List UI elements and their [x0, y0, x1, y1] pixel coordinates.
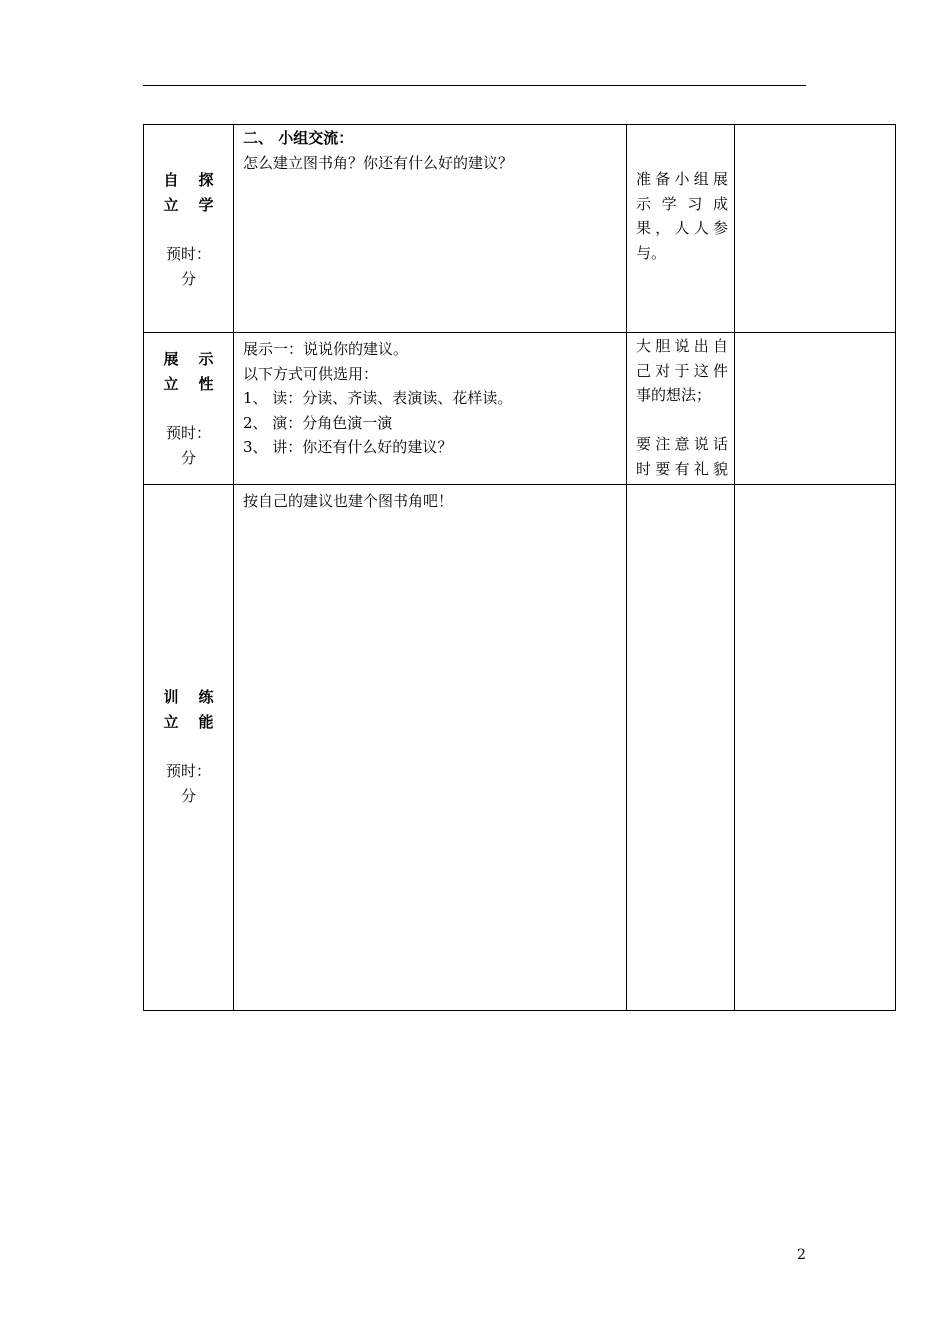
table-row-training	[144, 485, 896, 1011]
content-line: 按自己的建议也建个图书角吧！	[243, 492, 454, 510]
note-line: 示学习成	[636, 194, 728, 213]
stage-name-line2: 立 能	[163, 712, 214, 731]
note-cell	[627, 125, 735, 333]
content-cell	[234, 125, 627, 333]
note-line: 大胆说出自	[636, 337, 728, 355]
content-line: 2、 演：分角色演一演	[243, 413, 393, 432]
note-cell	[627, 333, 735, 485]
lesson-plan-table	[143, 124, 896, 1011]
blank-cell	[735, 485, 896, 1011]
blank-cell	[735, 125, 896, 333]
page-number: 2	[797, 1247, 806, 1263]
blank-cell	[735, 333, 896, 485]
content-cell	[234, 485, 627, 1011]
note-line: 事的想法；	[636, 386, 712, 404]
stage-cell	[144, 125, 234, 333]
note-line: 时要有礼貌	[636, 459, 728, 478]
time-unit: 分	[180, 786, 196, 805]
stage-name-line2: 立 学	[163, 195, 214, 214]
table-row-self-study	[144, 125, 896, 333]
note-spacer	[636, 408, 728, 433]
content-line: 怎么建立图书角？你还有什么好的建议？	[243, 153, 514, 172]
time-unit: 分	[180, 269, 196, 288]
time-label: 预时：	[165, 762, 211, 780]
content-line: 展示一：说说你的建议。	[243, 340, 409, 358]
stage-cell	[144, 333, 234, 485]
stage-name-line1: 展 示	[163, 350, 214, 368]
content-cell	[234, 333, 627, 485]
stage-name-line2: 立 性	[163, 374, 214, 393]
note-line: 与。	[636, 243, 667, 262]
content-line: 1、 读：分读、齐读、表演读、花样读。	[243, 389, 513, 407]
content-line: 二、 小组交流：	[243, 129, 354, 147]
note-line: 要注意说话	[636, 435, 728, 453]
header-rule	[143, 85, 806, 86]
time-label: 预时：	[165, 424, 211, 442]
time-unit: 分	[180, 448, 196, 467]
content-line: 3、 讲：你还有什么好的建议？	[243, 438, 453, 456]
stage-name-line1: 自 探	[163, 171, 214, 189]
note-line: 果，人人参	[636, 219, 728, 237]
time-label: 预时：	[165, 245, 211, 263]
stage-cell	[144, 485, 234, 1011]
stage-name-line1: 训 练	[163, 688, 214, 706]
blank-cell	[627, 485, 735, 1011]
table-row-presentation	[144, 333, 896, 485]
content-line: 以下方式可供选用：	[243, 364, 379, 383]
note-line: 准备小组展	[636, 170, 728, 188]
note-line: 己对于这件	[636, 361, 728, 380]
